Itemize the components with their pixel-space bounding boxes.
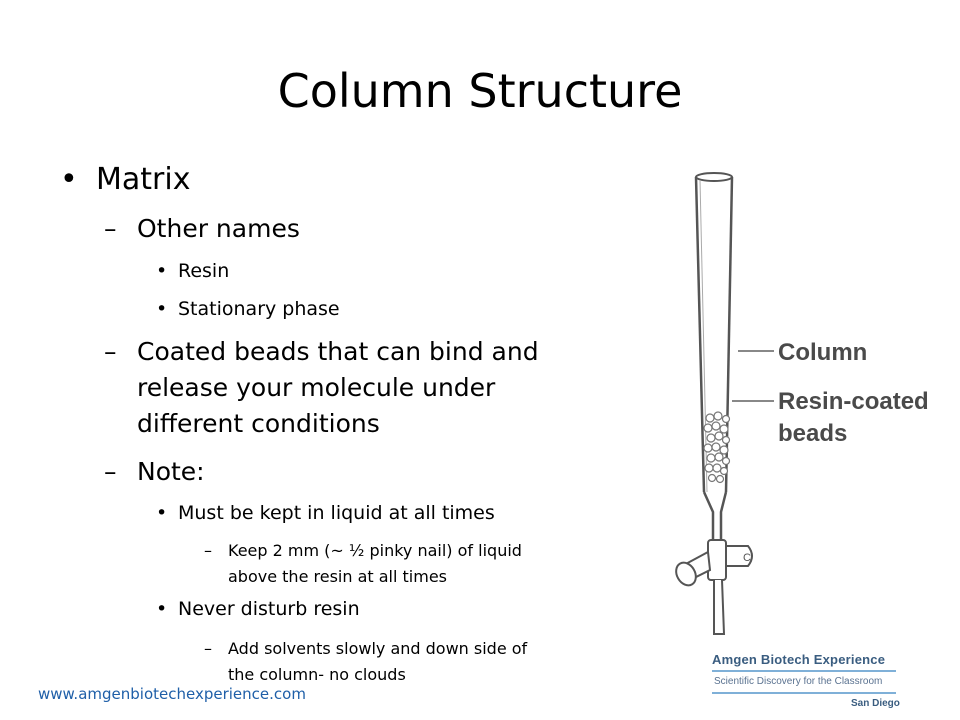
bullet-coated-beads-line-1: Coated beads that can bind and: [137, 337, 539, 366]
bullet-marker: •: [156, 260, 168, 282]
slide-title: Column Structure: [277, 64, 683, 118]
logo-divider: [712, 692, 896, 694]
dash-marker: –: [104, 457, 117, 486]
logo-divider: [712, 670, 896, 672]
logo-tagline: Scientific Discovery for the Classroom: [714, 676, 883, 687]
dash-marker: –: [104, 337, 117, 366]
bullet-coated-beads-line-2: release your molecule under: [137, 373, 496, 402]
bullet-must-be-kept: Must be kept in liquid at all times: [178, 502, 495, 524]
dash-marker: –: [204, 639, 212, 658]
bullet-keep-2mm-line-2: above the resin at all times: [228, 567, 447, 586]
diagram-label-resin-coated: Resin-coated: [778, 388, 929, 415]
bullet-note: Note:: [137, 457, 205, 486]
bullet-resin: Resin: [178, 260, 230, 282]
logo-brand: Amgen Biotech Experience: [712, 652, 886, 667]
logo-location: San Diego: [851, 698, 900, 709]
bullet-add-solvents-line-1: Add solvents slowly and down side of: [228, 639, 528, 658]
footer-url-link[interactable]: www.amgenbiotechexperience.com: [38, 685, 306, 703]
diagram-label-column: Column: [778, 339, 868, 366]
bullet-keep-2mm-line-1: Keep 2 mm (~ ½ pinky nail) of liquid: [228, 541, 522, 560]
svg-text:C: C: [743, 552, 751, 564]
dash-marker: –: [204, 541, 212, 560]
bullet-marker: •: [156, 598, 168, 620]
bullet-marker: •: [60, 162, 78, 197]
bullet-marker: •: [156, 502, 168, 524]
bullet-never-disturb: Never disturb resin: [178, 598, 360, 620]
bullet-matrix: Matrix: [96, 162, 191, 197]
resin-beads: [704, 412, 730, 483]
dash-marker: –: [104, 214, 117, 243]
bullet-stationary-phase: Stationary phase: [178, 298, 340, 320]
bullet-add-solvents-line-2: the column- no clouds: [228, 665, 406, 684]
bullet-marker: •: [156, 298, 168, 320]
diagram-label-beads: beads: [778, 420, 848, 447]
bullet-coated-beads-line-3: different conditions: [137, 409, 380, 438]
bullet-other-names: Other names: [137, 214, 300, 243]
